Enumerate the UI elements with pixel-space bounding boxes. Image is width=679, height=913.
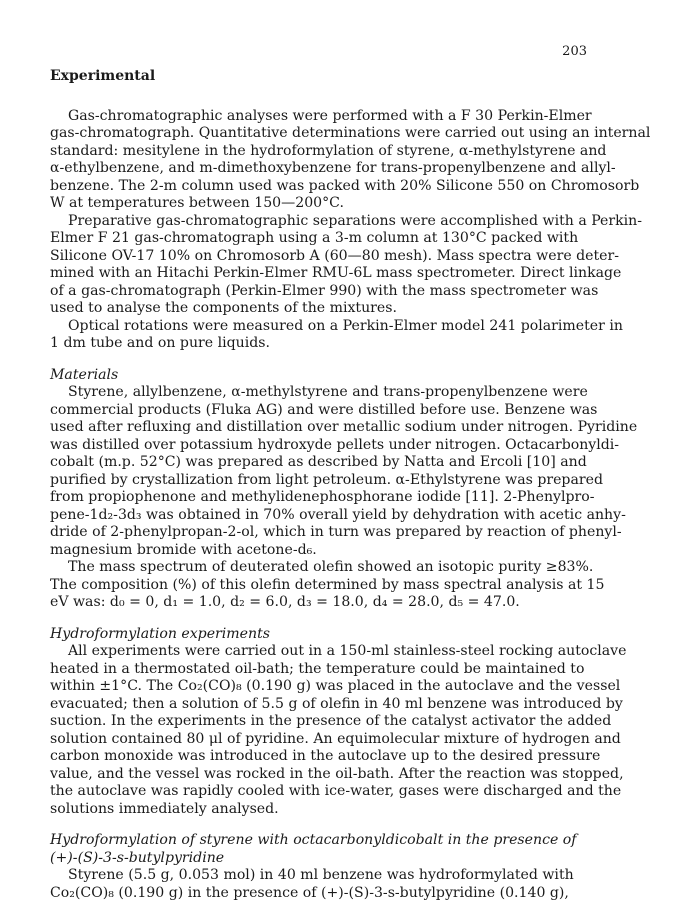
text-line: from propiophenone and methylidenephosphorane iodide [11]. 2-Phenylpro- [50, 489, 595, 505]
text-line: Styrene (5.5 g, 0.053 mol) in 40 ml benzene was hydroformylated with [68, 867, 574, 883]
text-line: carbon monoxide was introduced in the autoclave up to the desired pressure [50, 748, 601, 764]
text-line: cobalt (m.p. 52°C) was prepared as described by Natta and Ercoli [10] and [50, 454, 587, 470]
paragraph-hydroformylation-styrene [50, 867, 610, 902]
text-line: All experiments were carried out in a 150-ml stainless-steel rocking autoclave [68, 643, 627, 659]
text-line: commercial products (Fluka AG) and were distilled before use. Benzene was [50, 401, 598, 418]
section-heading-hydroformylation-styrene [50, 832, 610, 867]
text-line: was distilled over potassium hydroxyde pellets under nitrogen. Octacarbonyldi- [50, 436, 620, 453]
text-line: Styrene, allylbenzene, α-methylstyrene and trans-propenylbenzene were [68, 384, 588, 400]
page-number: 203 [562, 44, 587, 59]
paragraph-hydroformylation-experiments [50, 643, 627, 818]
text-line: Elmer F 21 gas-chromatograph using a 3-m column at 130°C packed with [50, 230, 579, 246]
text-line: magnesium bromide with acetone-d₆. [50, 541, 317, 558]
paragraph-materials [50, 384, 638, 559]
section-heading-experimental: Experimental [50, 68, 156, 84]
text-line: purified by crystallization from light petroleum. α-Ethylstyrene was prepared [50, 471, 603, 488]
text-line: Co₂(CO)₈ (0.190 g) in the presence of (+)-(S)-3-s-butylpyridine (0.140 g), [50, 884, 569, 901]
text-line: within ±1°C. The Co₂(CO)₈ (0.190 g) was placed in the autoclave and the vessel [50, 678, 621, 694]
text-line: W at temperatures between 150—200°C. [50, 195, 344, 211]
text-line: eV was: d₀ = 0, d₁ = 1.0, d₂ = 6.0, d₃ = 18.0, d₄ = 28.0, d₅ = 47.0. [50, 594, 520, 610]
paragraph-mass-spectrum [50, 559, 610, 612]
section-heading-materials: Materials [50, 366, 119, 383]
text-line: solutions immediately analysed. [50, 800, 279, 817]
text-line: standard: mesitylene in the hydroformylation of styrene, α-methylstyrene and [50, 142, 607, 159]
text-line: used after refluxing and distillation over metallic sodium under nitrogen. Pyridine [50, 419, 638, 435]
text-line: The mass spectrum of deuterated olefin showed an isotopic purity ≥83%. [68, 559, 594, 575]
text-line: mined with an Hitachi Perkin-Elmer RMU-6L mass spectrometer. Direct linkage [50, 265, 622, 281]
text-line: gas-chromatograph. Quantitative determinations were carried out using an internal [50, 125, 651, 141]
text-line: the autoclave was rapidly cooled with ice-water, gases were discharged and the [50, 783, 622, 799]
text-line: Optical rotations were measured on a Perkin-Elmer model 241 polarimeter in [68, 317, 623, 334]
text-line: α-ethylbenzene, and m-dimethoxybenzene for trans-propenylbenzene and allyl- [50, 160, 616, 176]
heading-line: Hydroformylation of styrene with octacarbonyldicobalt in the presence of [50, 832, 577, 848]
text-line: of a gas-chromatograph (Perkin-Elmer 990) with the mass spectrometer was [50, 282, 599, 299]
text-line: Gas-chromatographic analyses were performed with a F 30 Perkin-Elmer [68, 107, 592, 124]
heading-line: (+)-(S)-3-s-butylpyridine [50, 849, 225, 866]
text-line: value, and the vessel was rocked in the oil-bath. After the reaction was stopped, [50, 765, 624, 782]
text-line: pene-1d₂-3d₃ was obtained in 70% overall yield by dehydration with acetic anhy- [50, 506, 626, 523]
text-line: Preparative gas-chromatographic separations were accomplished with a Perkin- [68, 212, 643, 229]
text-line: Silicone OV-17 10% on Chromosorb A (60—80 mesh). Mass spectra were deter- [50, 247, 620, 264]
paragraph-preparative-gc [50, 212, 643, 318]
text-line: 1 dm tube and on pure liquids. [50, 335, 270, 351]
text-line: benzene. The 2-m column used was packed with 20% Silicone 550 on Chromosorb [50, 177, 640, 194]
text-line: used to analyse the components of the mixtures. [50, 300, 397, 316]
text-line: evacuated; then a solution of 5.5 g of olefin in 40 ml benzene was introduced by [50, 695, 623, 712]
paragraph-gc-analyses [50, 107, 651, 213]
text-line: The composition (%) of this olefin determined by mass spectral analysis at 15 [50, 576, 605, 593]
paragraph-optical-rotations [50, 317, 623, 353]
text-line: solution contained 80 μl of pyridine. An equimolecular mixture of hydrogen and [50, 730, 621, 747]
section-heading-hydroformylation-experiments: Hydroformylation experiments [50, 625, 270, 642]
text-line: suction. In the experiments in the presence of the catalyst activator the added [50, 713, 612, 729]
page-content [50, 68, 651, 902]
text-line: heated in a thermostated oil-bath; the temperature could be maintained to [50, 660, 585, 677]
text-line: dride of 2-phenylpropan-2-ol, which in turn was prepared by reaction of phenyl- [50, 524, 622, 540]
